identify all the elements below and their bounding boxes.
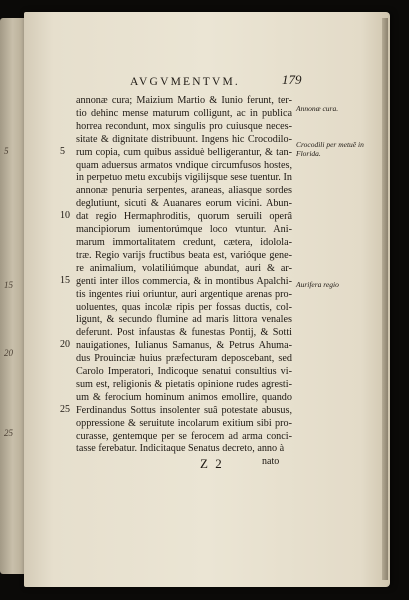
text-line: dat regio Hermaphroditis, quorum seruili operâ (76, 211, 292, 223)
text-line: deglutiunt, sicuti & Auanares eorum vicini. Abun- (76, 198, 292, 210)
text-line: træ. Regio varijs fructibus beata est, varióque gene- (76, 249, 292, 261)
text-line: curasse, gentemque per se ferocem ad arma conci- (76, 430, 292, 442)
page-number: 179 (282, 72, 302, 87)
text-line: sum est, religionis & pietatis opinione rudes agresti- (76, 378, 292, 390)
line-number-5: 5 (60, 146, 65, 157)
left-line-number: 20 (4, 348, 13, 358)
text-line: horrea recondunt, mox singulis pro cuiusque neces- (76, 120, 292, 132)
left-line-number: 15 (4, 280, 13, 290)
text-line: rum copia, cum quibus assiduè belligerantur, & tan- (76, 146, 292, 158)
running-title: AVGVMENTVM. (130, 76, 240, 88)
page-edge (382, 18, 388, 580)
left-line-number: 25 (4, 428, 13, 438)
text-line: re animalium, volatiliúmque abundat, auri & ar- (76, 262, 292, 274)
text-line: uoluentes, quas incolæ ripis per fossas ductis, col- (76, 301, 292, 313)
margin-note-aurifera: Aurifera regio (296, 280, 339, 289)
text-line: Carolo Imperatori, Indicoque senatui consultius vi- (76, 366, 292, 378)
line-number-20: 20 (60, 339, 70, 350)
line-number-25: 25 (60, 404, 70, 415)
catchword: nato (262, 456, 280, 467)
text-line: um & ferocium hominum animos emollire, quando (76, 391, 292, 403)
text-line: tasse ferebatur. Indicitaque Senatus decreto, anno à (76, 443, 285, 455)
margin-note-crocodili: Crocodili per metuẽ in Florida. (296, 140, 364, 158)
line-number-15: 15 (60, 275, 70, 286)
text-line: mancipiorum iumentorúmque loco vtuntur. Ani- (76, 224, 292, 236)
text-line: Ferdinandus Sottus insolenter suâ potestate abusus, (76, 404, 292, 416)
text-line: tio dehinc mense maturum colligunt, ac in publica (76, 107, 292, 119)
text-line: tis ingentes riui oriuntur, auri argentique arenas pro- (76, 288, 292, 300)
text-line: quam aduersus armatos vndique circumfusos hostes, (76, 159, 292, 171)
margin-note-annona: Annonæ cura. (296, 104, 339, 113)
text-line: nauigationes, Iulianus Samanus, & Petrus Ahuma- (76, 340, 292, 352)
body-text (76, 95, 292, 456)
signature-mark: Z 2 (200, 456, 224, 471)
text-line: oppressione & seruitute incolarum exitium sibi pro- (76, 417, 292, 429)
text-line: dus Prouinciæ huius præfecturam deposcebant, sed (76, 353, 292, 365)
text-line: sitate & dignitate distribuunt. Ingens hic Crocodilo- (76, 133, 292, 145)
text-line: genti inter illos commercia, & in montibus Apalchi- (76, 275, 292, 287)
text-line: annonæ penuria serpentes, araneas, aliasque sordes (76, 185, 292, 197)
line-number-10: 10 (60, 210, 70, 221)
text-line: deferunt. Post infaustas & funestas Pontij, & Sotti (76, 327, 292, 339)
text-line: in perpetuo metu excubijs vigilijsque sese tuentur. In (76, 172, 292, 184)
text-line: annonæ cura; Maizium Martio & Iunio ferunt, ter- (76, 95, 292, 106)
text-line: ligunt, & secundo flumine ad maris littora venales (76, 314, 292, 326)
left-line-number: 5 (4, 146, 9, 156)
text-line: marum immortalitatem credunt, cætera, idolola- (76, 236, 292, 248)
